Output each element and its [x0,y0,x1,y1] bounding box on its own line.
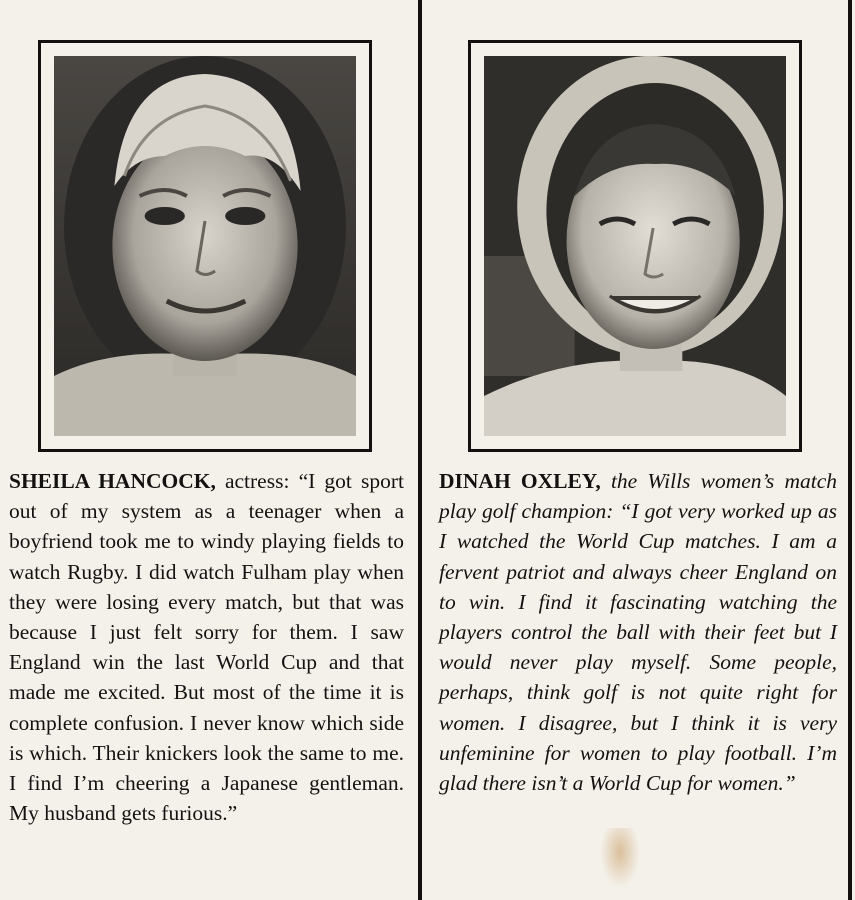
sheila-hancock-name: SHEILA HANCOCK, [9,469,216,493]
sheila-hancock-quote [9,466,404,828]
dinah-oxley-quote-text: “I got very worked up as I watched the World Cup matches. I am a fervent patriot and always cheer England on to win. I find it fascinating watching the players control the ball with their feet but I would never play myself. Some people, perhaps, think golf is not quite right for women. I disagree, but I think it is very unfeminine for women to play football. I’m glad there isn’t a World Cup for women.” [439,499,837,796]
column-divider-center [418,0,422,900]
dinah-oxley-name: DINAH OXLEY, [439,469,601,493]
dinah-oxley-portrait [484,56,786,436]
dinah-oxley-quote [439,466,837,798]
sheila-hancock-photo-frame [38,40,372,452]
column-divider-right [848,0,852,900]
sheila-hancock-quote-text: “I got sport out of my system as a teenager when a boyfriend took me to windy playing fields to watch Rugby. I did watch Fulham play when they were losing every match, but that was because I just felt sorry for them. I saw England win the last World Cup and that made me excited. But most of the time it is complete confusion. I never know which side is which. Their knickers look the same to me. I find I’m cheering a Japanese gentleman. My husband gets furious.” [9,469,404,826]
sheila-hancock-role: actress: [224,469,290,493]
paper-stain [600,828,640,888]
dinah-oxley-role: the Wills women’s match play golf champion: [439,469,838,524]
dinah-oxley-photo-frame [468,40,802,452]
portrait-photo-icon [54,56,356,436]
sheila-hancock-portrait [54,56,356,436]
portrait-photo-icon [484,56,786,436]
